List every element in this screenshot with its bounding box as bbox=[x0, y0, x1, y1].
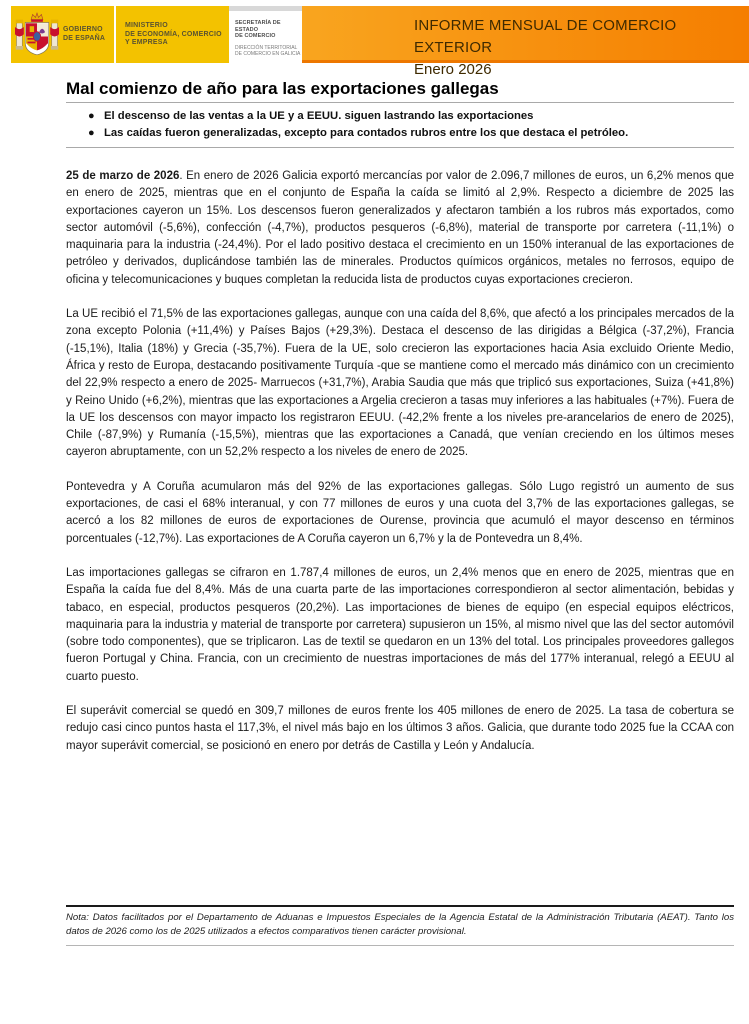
page-title: Mal comienzo de año para las exportaciones gallegas bbox=[66, 79, 499, 98]
gobierno-line2: DE ESPAÑA bbox=[63, 34, 106, 42]
report-period: Enero 2026 bbox=[414, 61, 492, 78]
spain-coat-of-arms-icon bbox=[15, 11, 59, 59]
highlight-divider bbox=[66, 147, 734, 148]
highlight-item bbox=[88, 108, 734, 125]
title-divider bbox=[66, 102, 734, 103]
report-title: INFORME MENSUAL DE COMERCIO EXTERIOR bbox=[414, 17, 677, 56]
ministerio-line2: DE ECONOMÍA, COMERCIO bbox=[125, 30, 222, 38]
date-lead: 25 de marzo de 2026 bbox=[66, 170, 180, 182]
highlight-text: El descenso de las ventas a la UE y a EEUU. siguen lastrando las exportaciones bbox=[104, 110, 534, 122]
bullet-icon: ● bbox=[88, 110, 95, 122]
highlight-text: Las caídas fueron generalizadas, excepto para contados rubros entre los que destaca el petróleo. bbox=[104, 127, 629, 139]
footnote bbox=[66, 905, 734, 946]
gobierno-block bbox=[11, 6, 116, 63]
secretaria-line2: DE COMERCIO bbox=[235, 33, 276, 39]
paragraph-intro bbox=[66, 168, 734, 289]
article-body bbox=[66, 78, 734, 772]
secretaria-gray-strip bbox=[229, 6, 302, 11]
article-paragraphs bbox=[66, 168, 734, 755]
intro-text: . En enero de 2026 Galicia exportó mercancías por valor de 2.096,7 millones de euros, un 6,2% menos que en enero de 2025, mientras que en el conjunto de España la caída se limitó al 2,9%. Respecto a diciembre de 2025 las exportaciones cayeron un 15%. Los descensos fueron generalizados y afectaron también a los rubros más exportados, como sector automóvil (-5,6%), confección (-4,7%), productos pesqueros (-6,8%), material de transporte por carretera (-11,1%) o maquinaria para la industria (-24,4%). Por el lado positivo destaca el crecimiento en un 150% interanual de las exportaciones de petróleo y derivados, duplicándose también las de minerales. Productos químicos orgánicos, metales no ferrosos, equipo de oficina y telecomunicaciones y buques completan la reducida lista de productos cuyas exportaciones crecieron. bbox=[66, 170, 734, 286]
gobierno-label bbox=[63, 26, 105, 43]
ministerio-line1: MINISTERIO bbox=[125, 22, 168, 29]
direccion-line1: DIRECCIÓN TERRITORIAL bbox=[235, 44, 298, 51]
paragraph-imports: Las importaciones gallegas se cifraron en 1.787,4 millones de euros, un 2,4% menos que en enero de 2025, mientras que en España la caída fue del 8,4%. Más de una cuarta parte de las importaciones correspondieron al sector alimentación, bebidas y tabaco, en especial, productos pesqueros (20,2%). Las importaciones de bienes de equipo (en especial equipos eléctricos, maquinaria para la industria y material de transporte por carretera) supusieron un 15%, al mismo nivel que las del sector automóvil (sobre todo componentes), que se triplicaron. Las de textil se quedaron en un 13% del total. Los principales proveedores gallegos fueron Portugal y China. Francia, con un crecimiento de nuestras importaciones de más del 177% interanual, relegó a EEUU al cuarto puesto. bbox=[66, 566, 734, 683]
secretaria-block bbox=[229, 6, 302, 67]
report-banner bbox=[302, 6, 749, 78]
paragraph-trade-balance: El superávit comercial se quedó en 309,7 millones de euros frente los 405 millones de enero de 2025. La tasa de cobertura se redujo casi cinco puntos hasta el 117,3%, el nivel más bajo en los últimos 3 años. Galicia, que durante todo 2025 fue la CCAA con mayor superávit comercial, se posicionó en enero por detrás de Castilla y León y Andalucía. bbox=[66, 705, 734, 752]
ministerio-block bbox=[116, 6, 229, 63]
direccion-line2: DE COMERCIO EN GALICIA bbox=[235, 50, 301, 57]
ministerio-line3: Y EMPRESA bbox=[125, 39, 168, 46]
highlight-list bbox=[66, 108, 734, 142]
bullet-icon: ● bbox=[88, 127, 95, 139]
footnote-text: Nota: Datos facilitados por el Departamento de Aduanas e Impuestos Especiales de la Agencia Estatal de la Administración Tributaria (AEAT). Tanto los datos de 2026 como los de 2025 utilizados a efectos comparativos tienen carácter provisional. bbox=[66, 912, 734, 937]
header-left-margin bbox=[0, 6, 11, 63]
highlight-item bbox=[88, 125, 734, 142]
document-header bbox=[0, 6, 749, 78]
secretaria-line1: SECRETARÍA DE ESTADO bbox=[235, 20, 281, 33]
paragraph-eu-markets: La UE recibió el 71,5% de las exportaciones gallegas, aunque con una caída del 8,6%, que afectó a los principales mercados de la zona excepto Polonia (+11,4%) y Países Bajos (+29,3%). Destaca el descenso de las dirigidas a Bélgica (-37,2%), Francia (-15,1%), Italia (18%) y Grecia (-35,7%). Fuera de la UE, solo crecieron las exportaciones hacia Asia excluido Oriente Medio, África y resto de Europa, destacando positivamente Turquía -que se mantiene como el mercado más dinámico con un crecimiento del 22,9% respecto a enero de 2025- Marruecos (+31,7%), Arabia Saudia que más que triplicó sus exportaciones, Suiza (+41,8%) y Reino Unido (+6,2%), mientras que las exportaciones a Argelia crecieron a tasas muy inferiores a las habituales (+7%). Fuera de la UE los descensos con mayor impacto los registraron EEUU. (-42,2% frente a los niveles pre-arancelarios de enero de 2025), Chile (-87,9%) y Rumanía (-15,5%), mientras que las exportaciones a Canadá, que venían creciendo en los últimos meses cayeron abruptamente, con un 52,2% respecto a los niveles de enero de 2025. bbox=[66, 308, 734, 459]
paragraph-provinces: Pontevedra y A Coruña acumularon más del 92% de las exportaciones gallegas. Sólo Lugo registró un aumento de sus exportaciones, de casi el 68% interanual, y con 77 millones de euros y una cuota del 3,7% de las exportaciones gallegas, se acercó a los 82 millones de euros de exportaciones de Ourense, provincia que acumuló el mayor descenso en términos porcentuales (-12,7%). Las exportaciones de A Coruña cayeron un 6,7% y la de Pontevedra un 8,4%. bbox=[66, 480, 734, 545]
gobierno-line1: GOBIERNO bbox=[63, 26, 103, 33]
